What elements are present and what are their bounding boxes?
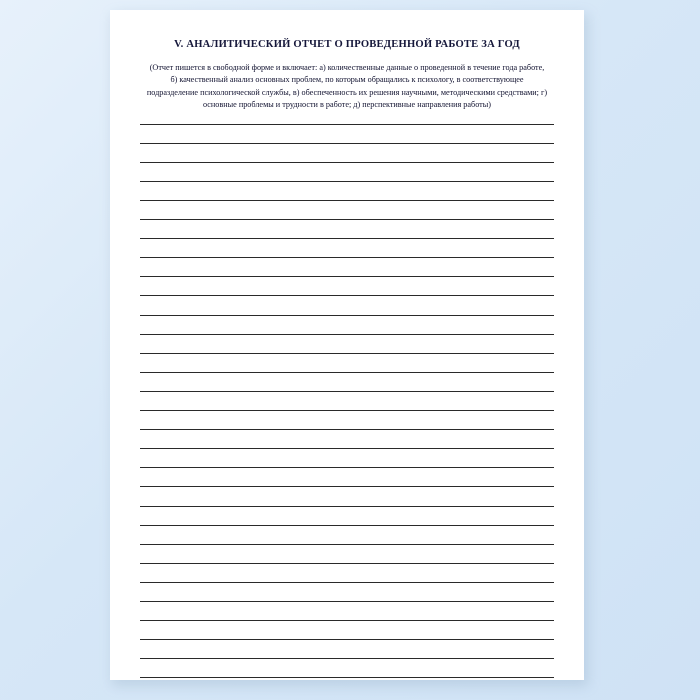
- page-title: V. АНАЛИТИЧЕСКИЙ ОТЧЕТ О ПРОВЕДЕННОЙ РАБОТЕ ЗА ГОД: [174, 39, 520, 50]
- writing-line[interactable]: [140, 392, 554, 411]
- writing-line[interactable]: [140, 258, 554, 277]
- writing-line[interactable]: [140, 124, 554, 144]
- writing-line[interactable]: [140, 430, 554, 449]
- writing-line[interactable]: [140, 335, 554, 354]
- writing-line[interactable]: [140, 354, 554, 373]
- writing-line[interactable]: [140, 182, 554, 201]
- writing-line[interactable]: [140, 602, 554, 621]
- writing-line[interactable]: [140, 659, 554, 678]
- writing-line[interactable]: [140, 583, 554, 602]
- writing-line[interactable]: [140, 487, 554, 506]
- writing-line[interactable]: [140, 621, 554, 640]
- writing-lines: [140, 124, 554, 679]
- writing-line[interactable]: [140, 296, 554, 315]
- writing-line[interactable]: [140, 468, 554, 487]
- writing-line[interactable]: [140, 411, 554, 430]
- writing-line[interactable]: [140, 239, 554, 258]
- writing-line[interactable]: [140, 163, 554, 182]
- writing-line[interactable]: [140, 449, 554, 468]
- writing-line[interactable]: [140, 640, 554, 659]
- writing-line[interactable]: [140, 526, 554, 545]
- writing-line[interactable]: [140, 507, 554, 526]
- page-instruction-note: (Отчет пишется в свободной форме и включает: а) количественные данные о проведенной в течение года работе, б) качественный анализ основных проблем, по которым обращались к психологу, в соответствующее подразделение психологической службы, в) обеспеченность их решения научными, методическими средствами; г) основные проблемы и трудности в работе; д) перспективные направления работы): [146, 62, 548, 110]
- writing-line[interactable]: [140, 144, 554, 163]
- writing-line[interactable]: [140, 220, 554, 239]
- writing-line[interactable]: [140, 373, 554, 392]
- document-page: [110, 10, 584, 680]
- writing-line[interactable]: [140, 564, 554, 583]
- writing-line[interactable]: [140, 201, 554, 220]
- writing-line[interactable]: [140, 316, 554, 335]
- writing-line[interactable]: [140, 545, 554, 564]
- writing-line[interactable]: [140, 277, 554, 296]
